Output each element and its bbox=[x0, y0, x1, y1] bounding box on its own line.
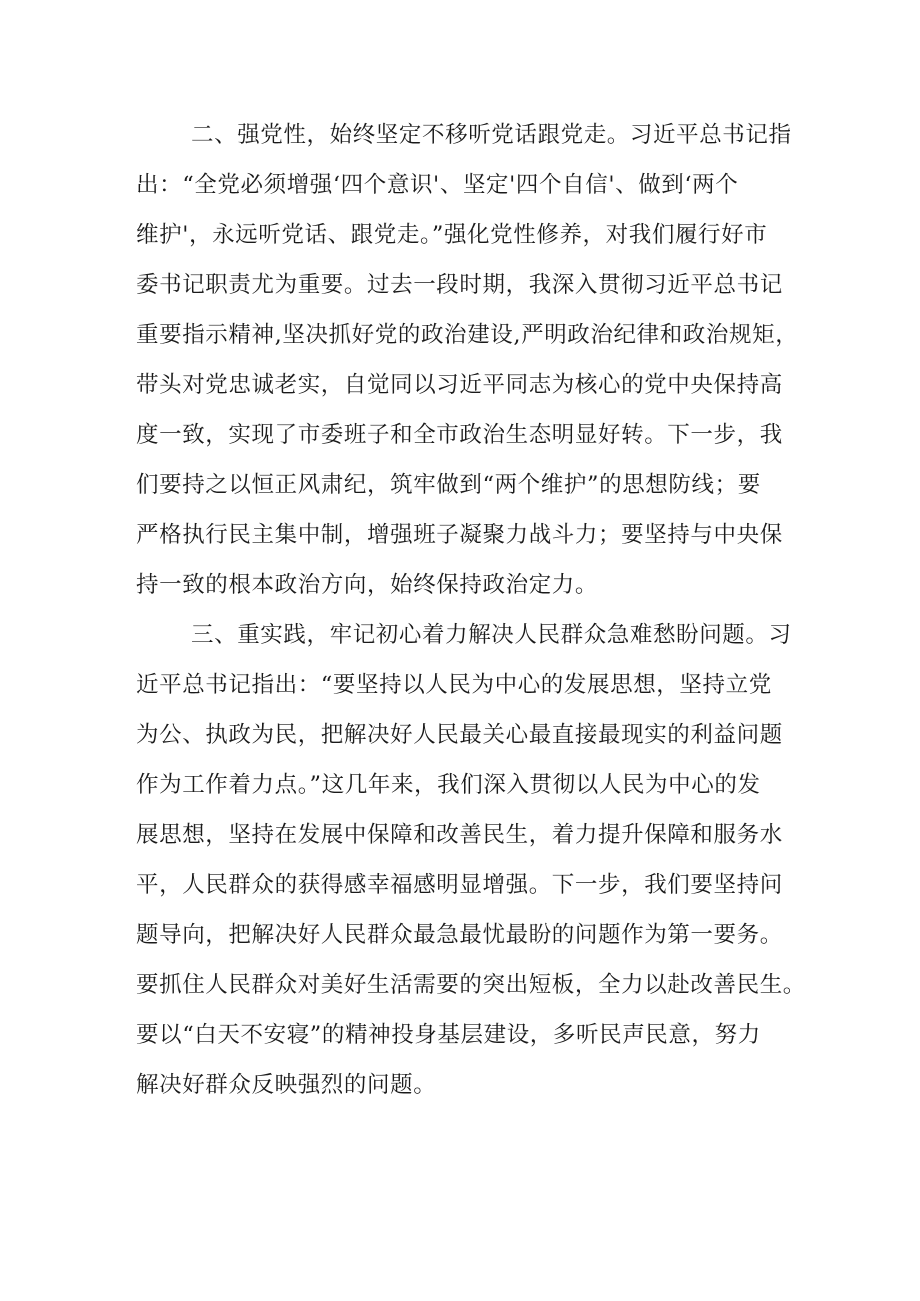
document-body bbox=[136, 110, 806, 1110]
text-line: 为公、执政为民，把解决好人民最关心最直接最现实的利益问题 bbox=[136, 722, 783, 748]
text-line: 作为工作着力点。”这几年来，我们深入贯彻以人民为中心的发 bbox=[136, 772, 761, 798]
text-line: 二、强党性，始终坚定不移听党话跟党走。习近平总书记指 bbox=[191, 122, 792, 148]
text-line: 出：“全党必须增强‘四个意识'、坚定'四个自信'、做到‘两个 bbox=[136, 172, 739, 198]
text-line: 重要指示精神,坚决抓好党的政治建设,严明政治纪律和政治规矩， bbox=[136, 322, 799, 348]
text-line: 解决好群众反映强烈的问题。 bbox=[136, 1072, 437, 1098]
text-line: 展思想，坚持在发展中保障和改善民生，着力提升保障和服务水 bbox=[136, 822, 783, 848]
text-line: 严格执行民主集中制，增强班子凝聚力战斗力；要坚持与中央保 bbox=[136, 522, 783, 548]
text-line: 度一致，实现了市委班子和全市政治生态明显好转。下一步，我 bbox=[136, 422, 783, 448]
text-line: 们要持之以恒正风肃纪，筑牢做到“两个维护”的思想防线；要 bbox=[136, 472, 761, 498]
paragraph-section-three bbox=[136, 610, 806, 1110]
text-line: 维护'，永远听党话、跟党走。”强化党性修养，对我们履行好市 bbox=[136, 222, 768, 248]
text-line: 要抓住人民群众对美好生活需要的突出短板，全力以赴改善民生。 bbox=[136, 972, 806, 998]
text-line: 近平总书记指出：“要坚持以人民为中心的发展思想，坚持立党 bbox=[136, 672, 772, 698]
text-line: 要以“白天不安寝”的精神投身基层建设，多听民声民意，努力 bbox=[136, 1022, 761, 1048]
text-line: 平，人民群众的获得感幸福感明显增强。下一步，我们要坚持问 bbox=[136, 872, 783, 898]
text-line: 题导向，把解决好人民群众最急最忧最盼的问题作为第一要务。 bbox=[136, 922, 783, 948]
text-line: 委书记职责尤为重要。过去一段时期，我深入贯彻习近平总书记 bbox=[136, 272, 783, 298]
text-line: 带头对党忠诚老实，自觉同以习近平同志为核心的党中央保持高 bbox=[136, 372, 783, 398]
text-line: 持一致的根本政治方向，始终保持政治定力。 bbox=[136, 572, 599, 598]
paragraph-section-two bbox=[136, 110, 799, 610]
text-line: 三、重实践，牢记初心着力解决人民群众急难愁盼问题。习 bbox=[191, 622, 792, 648]
